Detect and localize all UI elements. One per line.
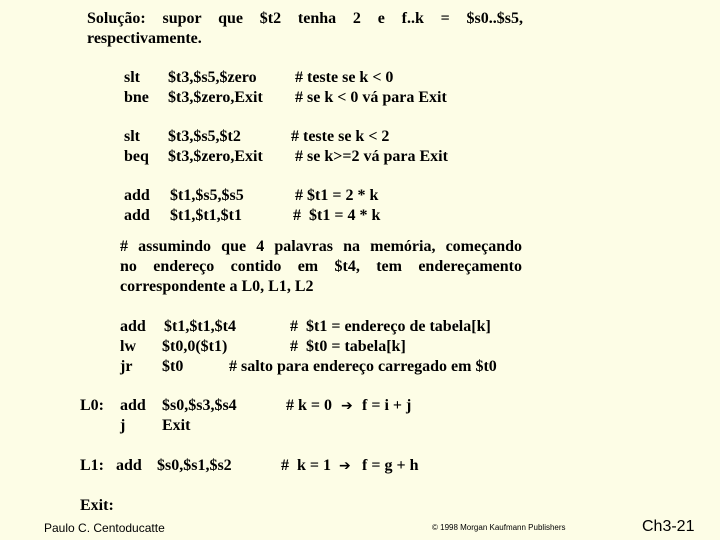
code-args: $s0,$s1,$s2 [157,457,232,474]
code-comment: # $t1 = 2 * k [295,187,379,204]
footer-author: Paulo C. Centoducatte [44,521,165,535]
code-args: $t1,$t1,$t1 [170,207,242,224]
solution-header-line2: respectivamente. [87,30,202,47]
code-op: slt [124,128,140,145]
code-args: $t0,0($t1) [162,338,228,355]
code-comment: # teste se k < 2 [291,128,390,145]
code-comment: # $t0 = tabela[k] [290,338,406,355]
code-op: j [120,417,126,434]
code-args: $t3,$zero,Exit [168,148,263,165]
note-line1: # assumindo que 4 palavras na memória, começando [120,238,522,255]
code-comment: f = i + j [362,397,412,414]
footer-slide-number: Ch3-21 [642,518,695,535]
code-op: jr [120,358,133,375]
code-comment: # k = 1 [281,457,332,474]
footer-copyright: © 1998 Morgan Kaufmann Publishers [432,523,566,532]
code-args: $t0 [162,358,184,375]
code-op: bne [124,89,149,106]
code-op: lw [120,338,136,355]
code-args: $t1,$s5,$s5 [170,187,244,204]
note-line2: no endereço contido em $t4, tem endereçamento [120,258,522,275]
label-l0: L0: [80,397,104,414]
code-op: add [124,187,150,204]
code-op: slt [124,69,140,86]
code-comment: # $t1 = 4 * k [293,207,381,224]
label-l1: L1: [80,457,104,474]
code-comment: # teste se k < 0 [295,69,394,86]
arrow-right-icon: ➔ [341,398,353,414]
solution-header-line1: Solução: supor que $t2 tenha 2 e f..k = $s0..$s5, [87,10,523,27]
code-comment: # $t1 = endereço de tabela[k] [290,318,491,335]
code-args: $t3,$s5,$zero [168,69,257,86]
code-comment: # se k < 0 vá para Exit [295,89,447,106]
code-op: add [116,457,142,474]
code-comment: # salto para endereço carregado em $t0 [229,358,497,375]
code-op: add [120,397,146,414]
code-op: beq [124,148,149,165]
code-comment: f = g + h [362,457,419,474]
code-args: $t1,$t1,$t4 [164,318,236,335]
code-op: add [120,318,146,335]
code-args: Exit [162,417,191,434]
code-args: $s0,$s3,$s4 [162,397,237,414]
code-args: $t3,$s5,$t2 [168,128,241,145]
code-comment: # se k>=2 vá para Exit [295,148,448,165]
code-comment: # k = 0 [286,397,333,414]
code-args: $t3,$zero,Exit [168,89,263,106]
note-line3: correspondente a L0, L1, L2 [120,278,314,295]
code-op: add [124,207,150,224]
arrow-right-icon: ➔ [339,458,351,474]
label-exit: Exit: [80,497,114,514]
